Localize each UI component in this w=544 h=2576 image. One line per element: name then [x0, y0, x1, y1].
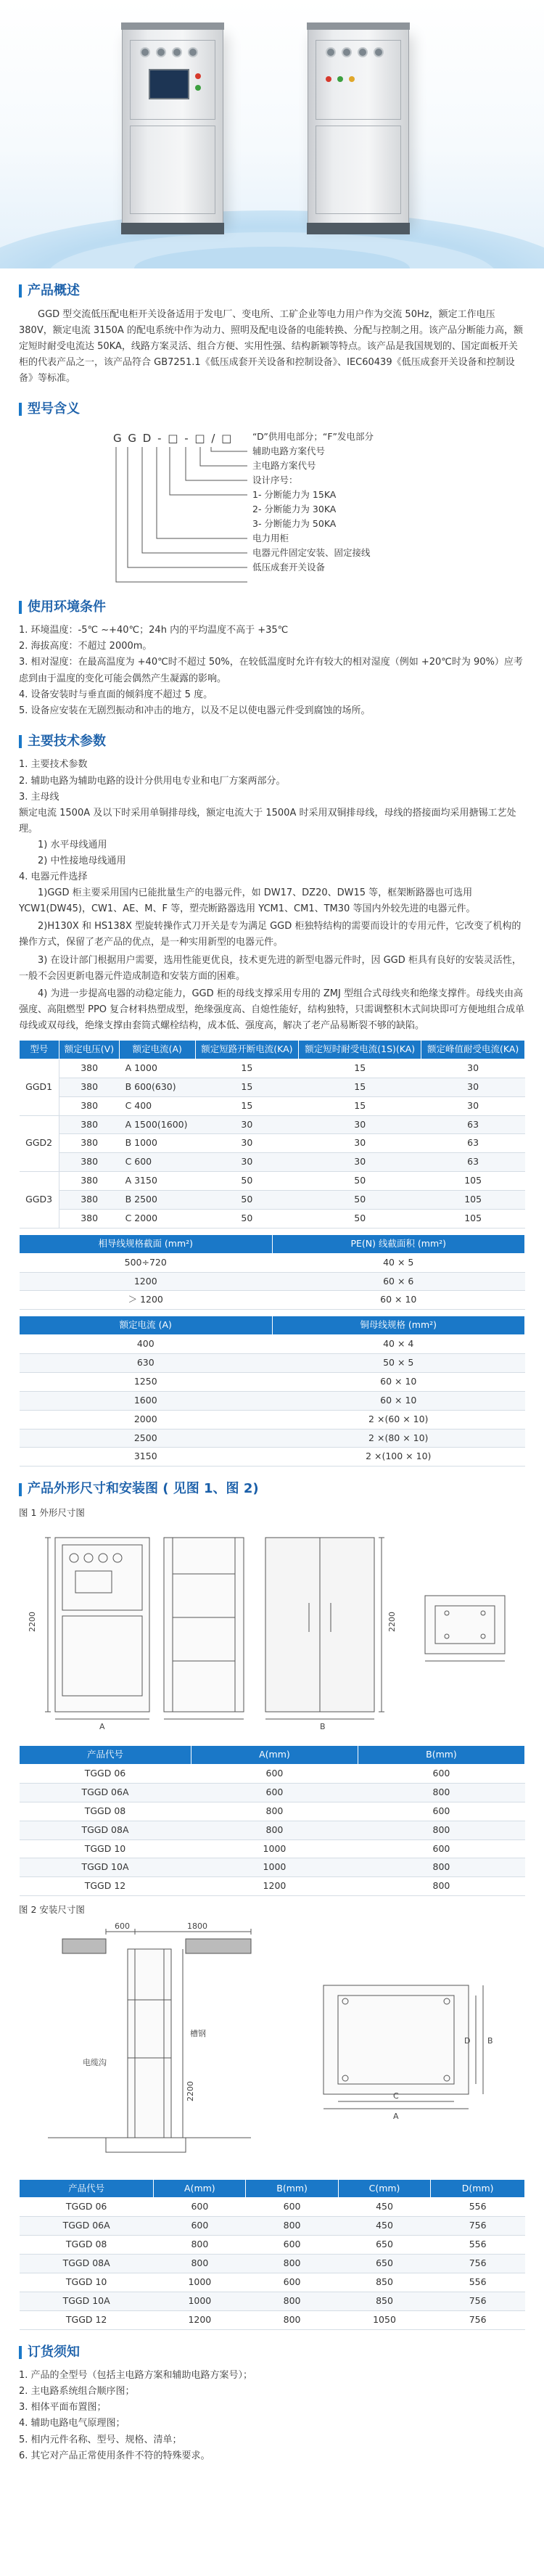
table-cell: 1000 — [191, 1858, 358, 1877]
model-title: 型号含义 — [28, 401, 80, 417]
table-cell: 800 — [246, 2310, 338, 2329]
tech-title: 主要技术参数 — [28, 733, 106, 749]
table-cell: C 400 — [120, 1096, 195, 1115]
table-cell: 2 ×(100 × 10) — [272, 1448, 525, 1467]
table-cell: 650 — [338, 2236, 431, 2255]
table-cell: 756 — [431, 2310, 525, 2329]
overview-section — [0, 280, 544, 387]
model-code-diagram — [84, 425, 460, 585]
environment-item: 1. 环境温度：-5℃ ~+40℃；24h 内的平均温度不高于 +35℃ — [19, 625, 289, 636]
table-cell: 60 × 10 — [272, 1291, 525, 1310]
table-cell: 30 — [195, 1134, 299, 1153]
table-header: PE(N) 线截面积 (mm²) — [272, 1234, 525, 1253]
table-cell: 556 — [431, 2198, 525, 2217]
table-cell: 800 — [358, 1858, 524, 1877]
tech-heading — [19, 731, 525, 753]
table-cell: 630 — [20, 1354, 273, 1373]
table-cell: 63 — [421, 1134, 525, 1153]
table-cell: 30 — [299, 1153, 421, 1172]
table-cell: 600 — [154, 2198, 246, 2217]
table-header: 产品代号 — [20, 1746, 191, 1765]
table-row — [20, 1429, 525, 1448]
table-cell: 850 — [338, 2292, 431, 2310]
pe-table-body — [20, 1253, 525, 1310]
table-cell: 30 — [195, 1115, 299, 1134]
table-cell: 15 — [195, 1096, 299, 1115]
table-header: 额定短时耐受电流(1S)(KA) — [299, 1041, 421, 1059]
table-cell: 30 — [299, 1134, 421, 1153]
table-cell: 380 — [59, 1191, 119, 1210]
table-row — [20, 1134, 525, 1153]
table-row — [20, 1153, 525, 1172]
table-cell: 380 — [59, 1115, 119, 1134]
table-header: 额定电流(A) — [120, 1041, 195, 1059]
model-label: 2- 分断能力为 30KA — [252, 503, 337, 514]
outline-table — [19, 1745, 525, 1896]
params-table — [19, 1040, 525, 1228]
table-row — [20, 1448, 525, 1467]
table-row — [20, 1877, 525, 1896]
environment-item: 4. 设备安装时与垂直面的倾斜度不超过 5 度。 — [19, 689, 213, 700]
fig2-channel-label: 槽钢 — [190, 2029, 206, 2039]
fig1-depth-label: B — [320, 1722, 326, 1732]
hero-product-image — [0, 0, 544, 268]
table-header: C(mm) — [338, 2179, 431, 2198]
table-cell: A 3150 — [120, 1172, 195, 1191]
model-label: 1- 分断能力为 15KA — [252, 488, 337, 500]
tech-item: 2) 中性接地母线通用 — [38, 855, 126, 866]
table-header: 额定峰值耐受电流(KA) — [421, 1041, 525, 1059]
fig2-b-label: B — [487, 2036, 493, 2046]
table-row — [20, 1372, 525, 1391]
dims-title: 产品外形尺寸和安装图 ( 见图 1、图 2) — [28, 1481, 259, 1497]
table-header: A(mm) — [191, 1746, 358, 1765]
fig1-width-label: A — [99, 1722, 105, 1732]
table-cell: 30 — [195, 1153, 299, 1172]
cabinet-image-right — [308, 29, 409, 223]
tech-item: 额定电流 1500A 及以下时采用单铜排母线，额定电流大于 1500A 时采用双铜排母线，母线的搭接面均采用搪锡工艺处理。 — [19, 807, 516, 834]
model-label: 主电路方案代号 — [252, 459, 316, 471]
busbar-table — [19, 1316, 525, 1467]
table-cell: 50 — [195, 1209, 299, 1228]
dims-section — [0, 1478, 544, 2329]
table-row — [20, 1096, 525, 1115]
order-item: 2. 主电路系统组合顺序图； — [19, 2386, 135, 2397]
table-cell: 756 — [431, 2255, 525, 2273]
table-cell: 450 — [338, 2198, 431, 2217]
table-cell: TGGD 06 — [20, 2198, 154, 2217]
params-table-body — [20, 1059, 525, 1228]
table-row — [20, 2236, 525, 2255]
outline-table-body — [20, 1765, 525, 1896]
order-item: 1. 产品的全型号（包括主电路方案和辅助电路方案号）； — [19, 2370, 253, 2382]
table-cell: 556 — [431, 2273, 525, 2292]
model-label: 3- 分断能力为 50KA — [252, 517, 337, 529]
table-cell: 40 × 4 — [272, 1335, 525, 1354]
table-row — [20, 1335, 525, 1354]
model-heading — [19, 398, 525, 421]
table-cell: GGD3 — [20, 1172, 59, 1228]
table-cell: 50 — [299, 1172, 421, 1191]
table-header: 额定短路开断电流(KA) — [195, 1041, 299, 1059]
table-cell: 756 — [431, 2292, 525, 2310]
table-cell: C 2000 — [120, 1209, 195, 1228]
table-cell: TGGD 08A — [20, 1821, 191, 1839]
figure-1-caption: 图 1 外形尺寸图 — [19, 1506, 85, 1518]
table-cell: TGGD 06 — [20, 1765, 191, 1784]
table-cell: 60 × 6 — [272, 1272, 525, 1291]
table-cell: 500÷720 — [20, 1253, 273, 1272]
fig2-c-label: C — [393, 2091, 399, 2101]
table-cell: 600 — [358, 1765, 524, 1784]
table-row — [20, 2273, 525, 2292]
table-row — [20, 1172, 525, 1191]
overview-title: 产品概述 — [28, 283, 80, 298]
table-cell: 30 — [421, 1059, 525, 1078]
table-row — [20, 1354, 525, 1373]
pe-table — [19, 1234, 525, 1310]
model-label: “D”供用电部分；“F”发电部分 — [252, 430, 374, 442]
table-cell: 30 — [421, 1096, 525, 1115]
table-cell: 30 — [299, 1115, 421, 1134]
table-cell: 800 — [154, 2255, 246, 2273]
table-cell: A 1500(1600) — [120, 1115, 195, 1134]
table-cell: 850 — [338, 2273, 431, 2292]
table-cell: 50 × 5 — [272, 1354, 525, 1373]
overview-heading — [19, 280, 525, 303]
table-cell: 63 — [421, 1153, 525, 1172]
table-cell: 1000 — [154, 2273, 246, 2292]
table-cell: 800 — [191, 1802, 358, 1821]
table-cell: 2 ×(80 × 10) — [272, 1429, 525, 1448]
fig2-height-label: 2200 — [186, 2081, 195, 2102]
table-cell: 800 — [191, 1821, 358, 1839]
table-cell: 50 — [299, 1209, 421, 1228]
table-cell: 1600 — [20, 1391, 273, 1410]
table-cell: 105 — [421, 1172, 525, 1191]
environment-heading — [19, 596, 525, 619]
model-label: 设计序号： — [252, 474, 298, 485]
tech-item: 4. 电器元件选择 — [19, 871, 88, 883]
table-cell: TGGD 08 — [20, 2236, 154, 2255]
order-item: 3. 相体平面布置图； — [19, 2402, 107, 2413]
model-section — [0, 398, 544, 585]
install-table-body — [20, 2198, 525, 2329]
table-row — [20, 1291, 525, 1310]
table-cell: 600 — [246, 2198, 338, 2217]
table-cell: 600 — [246, 2273, 338, 2292]
model-label: 低压成套开关设备 — [252, 561, 326, 573]
tech-item: 1) 水平母线通用 — [38, 839, 107, 850]
table-cell: TGGD 10 — [20, 2273, 154, 2292]
table-cell: 1250 — [20, 1372, 273, 1391]
order-heading — [19, 2342, 525, 2364]
fig1-side-height-label: 2200 — [387, 1612, 397, 1633]
table-header: D(mm) — [431, 2179, 525, 2198]
table-row — [20, 1253, 525, 1272]
table-cell: 1050 — [338, 2310, 431, 2329]
table-cell: TGGD 12 — [20, 2310, 154, 2329]
table-cell: 380 — [59, 1059, 119, 1078]
table-cell: 50 — [195, 1172, 299, 1191]
table-cell: 556 — [431, 2236, 525, 2255]
table-cell: 105 — [421, 1191, 525, 1210]
table-row — [20, 2217, 525, 2236]
environment-title: 使用环境条件 — [28, 599, 106, 615]
figure-1-outline-drawing — [19, 1523, 525, 1734]
table-header: B(mm) — [246, 2179, 338, 2198]
table-cell: TGGD 12 — [20, 1877, 191, 1896]
table-row — [20, 1802, 525, 1821]
table-row — [20, 1191, 525, 1210]
table-cell: 30 — [421, 1078, 525, 1096]
environment-item: 5. 设备应安装在无剧烈振动和冲击的地方，以及不足以使电器元件受到腐蚀的场所。 — [19, 705, 371, 716]
tech-item: 1)GGD 柜主要采用国内已能批量生产的电器元件，如 DW17、DZ20、DW15 等，框架断路器也可选用 YCW1(DW45)，CW1、AE、M、F 等，塑壳断路器选用 YCM1、CM1、TM30 等国内外较先进的电器元件。 — [19, 887, 476, 915]
table-header: 型号 — [20, 1041, 59, 1059]
environment-item: 2. 海拔高度：不超过 2000m。 — [19, 641, 152, 652]
order-item: 6. 其它对产品正常使用条件不符的特殊要求。 — [19, 2450, 210, 2461]
table-header: 额定电压(V) — [59, 1041, 119, 1059]
figure-2-caption: 图 2 安装尺寸图 — [19, 1904, 85, 1916]
table-cell: 50 — [195, 1191, 299, 1210]
tech-item: 2)H130X 和 HS138X 型旋转操作式刀开关是专为满足 GGD 柜独特结构的需要而设计的专用元件，它改变了机构的操作方式，保留了老产品的优点，是一种实用新型的电器元件。 — [19, 921, 522, 948]
busbar-table-body — [20, 1335, 525, 1467]
table-cell: 800 — [358, 1877, 524, 1896]
table-cell: 15 — [195, 1078, 299, 1096]
table-cell: TGGD 10 — [20, 1839, 191, 1858]
table-cell: C 600 — [120, 1153, 195, 1172]
table-cell: 800 — [246, 2255, 338, 2273]
table-cell: TGGD 08 — [20, 1802, 191, 1821]
table-row — [20, 1272, 525, 1291]
table-row — [20, 2198, 525, 2217]
table-row — [20, 1209, 525, 1228]
table-row — [20, 2292, 525, 2310]
table-cell: 450 — [338, 2217, 431, 2236]
environment-section — [0, 596, 544, 719]
table-cell: 1000 — [191, 1839, 358, 1858]
fig2-cable-label: 电缆沟 — [83, 2058, 107, 2068]
tech-item: 2. 辅助电路为辅助电路的设计分供用电专业和电厂方案两部分。 — [19, 775, 286, 787]
table-cell: 15 — [195, 1059, 299, 1078]
table-cell: 105 — [421, 1209, 525, 1228]
fig2-600-label: 600 — [115, 1921, 130, 1932]
install-table — [19, 2179, 525, 2330]
fig2-1800-label: 1800 — [187, 1921, 207, 1932]
table-cell: 2000 — [20, 1410, 273, 1429]
tech-item: 3. 主母线 — [19, 791, 59, 803]
order-item: 4. 辅助电路电气原理图； — [19, 2418, 125, 2429]
tech-item: 1. 主要技术参数 — [19, 759, 88, 771]
table-cell: GGD2 — [20, 1115, 59, 1172]
environment-item: 3. 相对湿度：在最高温度为 +40℃时不超过 50%，在较低温度时允许有较大的相对湿度（例如 +20℃时为 90%）应考虑到由于温度的变化可能会偶然产生凝露的影响。 — [19, 657, 523, 684]
table-cell: 600 — [246, 2236, 338, 2255]
table-header: A(mm) — [154, 2179, 246, 2198]
table-cell: 1000 — [154, 2292, 246, 2310]
tech-section — [0, 731, 544, 1467]
table-cell: 600 — [191, 1783, 358, 1802]
table-cell: B 600(630) — [120, 1078, 195, 1096]
table-cell: 600 — [358, 1839, 524, 1858]
table-row — [20, 1839, 525, 1858]
order-title: 订货须知 — [28, 2344, 80, 2360]
overview-text: GGD 型交流低压配电柜开关设备适用于发电厂、变电所、工矿企业等电力用户作为交流 50Hz，额定工作电压 380V，额定电流 3150A 的配电系统中作为动力、照明及配电设备的电能转换、分配与控制之用。该产品分断能力高，额定短时耐受电流达 50KA，线路方案灵活、组合方便、实用性强、结构新颖等特点。该产品是我国规划的、国定面板开关柜的代表产品之一，该产品符合 GB7251.1《低压成套开关设备和控制设备》、IEC60439《低压成套开关设备和控制设备》等标准。 — [19, 308, 523, 384]
model-label: 电器元件固定安装、固定接线 — [252, 546, 371, 558]
order-section — [0, 2342, 544, 2464]
table-row — [20, 1858, 525, 1877]
table-cell: 800 — [358, 1821, 524, 1839]
table-header: 产品代号 — [20, 2179, 154, 2198]
fig2-a-label: A — [393, 2112, 399, 2122]
table-row — [20, 1783, 525, 1802]
table-cell: 40 × 5 — [272, 1253, 525, 1272]
table-cell: 60 × 10 — [272, 1391, 525, 1410]
table-header: 额定电流 (A) — [20, 1316, 273, 1335]
table-cell: 3150 — [20, 1448, 273, 1467]
table-cell: B 1000 — [120, 1134, 195, 1153]
table-row — [20, 1115, 525, 1134]
table-cell: 600 — [191, 1765, 358, 1784]
table-cell: A 1000 — [120, 1059, 195, 1078]
table-row — [20, 1078, 525, 1096]
tech-item: 3) 在设计部门根据用户需要，选用性能更优良，技术更先进的新型电器元件时，因 GGD 柜具有良好的安装灵活性，一般不会因更新电器元件造成制造和安装方面的困难。 — [19, 954, 522, 982]
table-cell: TGGD 06A — [20, 2217, 154, 2236]
table-cell: ＞ 1200 — [20, 1291, 273, 1310]
table-cell: 800 — [154, 2236, 246, 2255]
table-cell: 650 — [338, 2255, 431, 2273]
table-cell: 60 × 10 — [272, 1372, 525, 1391]
table-cell: 1200 — [154, 2310, 246, 2329]
table-cell: GGD1 — [20, 1059, 59, 1115]
table-cell: B 2500 — [120, 1191, 195, 1210]
table-cell: 380 — [59, 1134, 119, 1153]
table-cell: 380 — [59, 1172, 119, 1191]
table-cell: 800 — [246, 2217, 338, 2236]
tech-item: 4) 为进一步提高电器的动稳定能力，GGD 柜的母线支撑采用专用的 ZMJ 型组合式母线夹和绝缘支撑件。母线夹由高强度、高阻燃型 PPO 复合材料热塑成型，绝缘强度高、自熄性能好，结构独特，只需调整积木式间块即可方便地组合成单母线或双母线，绝缘支撑由套筒式螺栓结构，成本低、强度高，解决了老产品易断裂不够的缺陷。 — [19, 988, 525, 1031]
table-cell: 800 — [358, 1783, 524, 1802]
table-row — [20, 1821, 525, 1839]
table-row — [20, 2310, 525, 2329]
table-cell: 800 — [246, 2292, 338, 2310]
table-cell: TGGD 08A — [20, 2255, 154, 2273]
table-cell: 2500 — [20, 1429, 273, 1448]
table-row — [20, 1410, 525, 1429]
table-header: 相导线规格截面 (mm²) — [20, 1234, 273, 1253]
table-cell: 600 — [358, 1802, 524, 1821]
table-row — [20, 2255, 525, 2273]
table-cell: 380 — [59, 1209, 119, 1228]
table-cell: 15 — [299, 1096, 421, 1115]
table-cell: TGGD 10A — [20, 2292, 154, 2310]
order-item: 5. 相内元件名称、型号、规格、清单； — [19, 2434, 182, 2445]
fig2-d-label: D — [464, 2036, 471, 2046]
table-cell: 1200 — [191, 1877, 358, 1896]
table-header: B(mm) — [358, 1746, 524, 1765]
table-cell: 380 — [59, 1096, 119, 1115]
table-cell: TGGD 06A — [20, 1783, 191, 1802]
figure-2-install-drawing — [19, 1920, 525, 2167]
table-header: 铜母线规格 (mm²) — [272, 1316, 525, 1335]
table-cell: 15 — [299, 1059, 421, 1078]
cabinet-image-left — [122, 29, 223, 223]
table-cell: 1200 — [20, 1272, 273, 1291]
table-cell: 2 ×(60 × 10) — [272, 1410, 525, 1429]
table-row — [20, 1059, 525, 1078]
table-cell: 600 — [154, 2217, 246, 2236]
table-cell: 380 — [59, 1078, 119, 1096]
table-cell: 380 — [59, 1153, 119, 1172]
table-cell: 63 — [421, 1115, 525, 1134]
table-row — [20, 1391, 525, 1410]
table-cell: 400 — [20, 1335, 273, 1354]
dims-heading — [19, 1478, 525, 1501]
model-label: 辅助电路方案代号 — [252, 445, 326, 456]
table-cell: TGGD 10A — [20, 1858, 191, 1877]
table-cell: 756 — [431, 2217, 525, 2236]
model-code: G G D - □ - □ / □ — [113, 431, 234, 445]
fig1-height-label: 2200 — [28, 1612, 37, 1633]
table-cell: 15 — [299, 1078, 421, 1096]
table-cell: 50 — [299, 1191, 421, 1210]
table-row — [20, 1765, 525, 1784]
model-label: 电力用柜 — [252, 532, 289, 543]
